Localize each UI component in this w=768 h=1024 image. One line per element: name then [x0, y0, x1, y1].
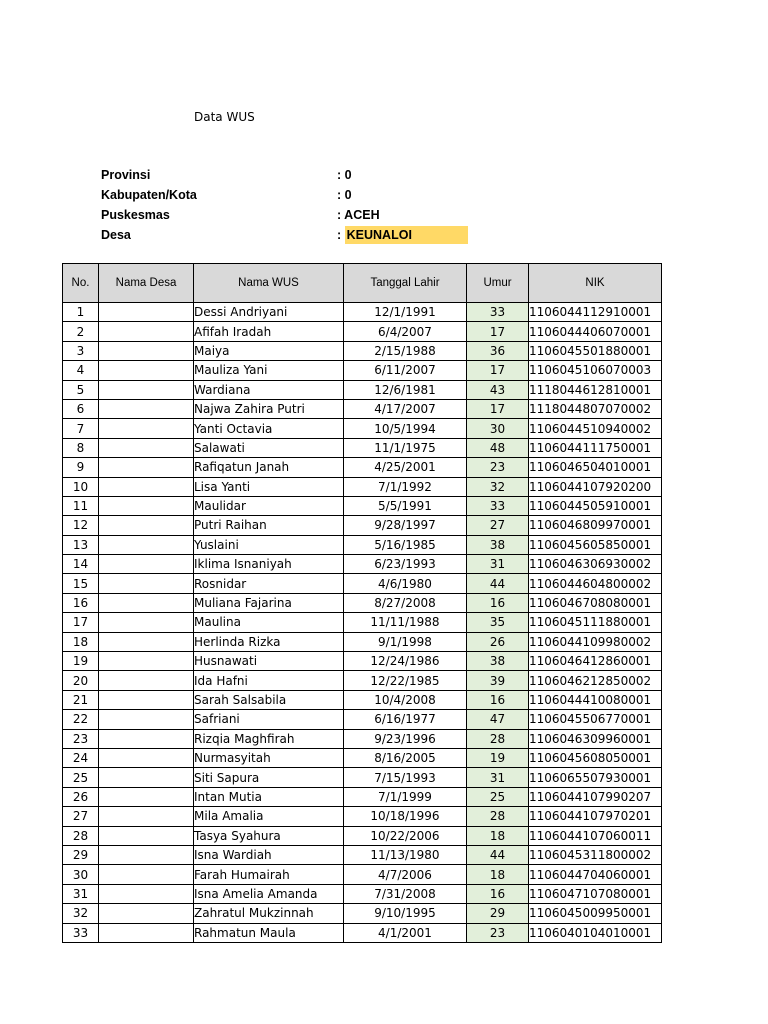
cell-nama-wus[interactable]: Isna Amelia Amanda	[194, 884, 344, 903]
cell-nama-desa[interactable]	[99, 555, 194, 574]
cell-nama-desa[interactable]	[99, 748, 194, 767]
cell-umur[interactable]: 23	[467, 458, 529, 477]
table-row	[63, 904, 662, 923]
cell-tanggal-lahir[interactable]: 7/15/1993	[344, 768, 467, 787]
cell-nama-wus[interactable]: Yuslaini	[194, 535, 344, 554]
cell-nik[interactable]: 1106045111880001	[529, 613, 662, 632]
table-row	[63, 865, 662, 884]
cell-umur[interactable]: 33	[467, 303, 529, 322]
cell-no[interactable]: 28	[63, 826, 99, 845]
table-row	[63, 729, 662, 748]
cell-nik[interactable]: 1106044604800002	[529, 574, 662, 593]
cell-tanggal-lahir[interactable]: 4/1/2001	[344, 923, 467, 942]
header-no: No.	[63, 264, 99, 303]
cell-nama-wus[interactable]: Maiya	[194, 341, 344, 360]
cell-tanggal-lahir[interactable]: 9/23/1996	[344, 729, 467, 748]
cell-no[interactable]: 33	[63, 923, 99, 942]
cell-no[interactable]: 13	[63, 535, 99, 554]
cell-no[interactable]: 14	[63, 555, 99, 574]
cell-nama-desa[interactable]	[99, 574, 194, 593]
cell-no[interactable]: 19	[63, 652, 99, 671]
cell-no[interactable]: 24	[63, 748, 99, 767]
cell-umur[interactable]: 18	[467, 826, 529, 845]
cell-tanggal-lahir[interactable]: 12/22/1985	[344, 671, 467, 690]
cell-no[interactable]: 31	[63, 884, 99, 903]
cell-nik[interactable]: 1106045009950001	[529, 904, 662, 923]
cell-umur[interactable]: 16	[467, 593, 529, 612]
cell-tanggal-lahir[interactable]: 12/6/1981	[344, 380, 467, 399]
cell-no[interactable]: 21	[63, 690, 99, 709]
cell-umur[interactable]: 31	[467, 555, 529, 574]
cell-no[interactable]: 32	[63, 904, 99, 923]
table-row	[63, 884, 662, 903]
cell-nama-wus[interactable]: Zahratul Mukzinnah	[194, 904, 344, 923]
cell-umur[interactable]: 43	[467, 380, 529, 399]
cell-umur[interactable]: 36	[467, 341, 529, 360]
cell-umur[interactable]: 44	[467, 574, 529, 593]
cell-nik[interactable]: 1106046412860001	[529, 652, 662, 671]
cell-nik[interactable]: 1106044406070001	[529, 322, 662, 341]
cell-umur[interactable]: 29	[467, 904, 529, 923]
cell-no[interactable]: 29	[63, 845, 99, 864]
info-value-provinsi: : 0	[337, 168, 352, 182]
header-umur: Umur	[467, 264, 529, 303]
cell-nik[interactable]: 1106046809970001	[529, 516, 662, 535]
cell-no[interactable]: 15	[63, 574, 99, 593]
cell-nama-wus[interactable]: Muliana Fajarina	[194, 593, 344, 612]
cell-nik[interactable]: 1106046306930002	[529, 555, 662, 574]
cell-nama-desa[interactable]	[99, 729, 194, 748]
table-row	[63, 516, 662, 535]
cell-no[interactable]: 17	[63, 613, 99, 632]
cell-tanggal-lahir[interactable]: 4/17/2007	[344, 399, 467, 418]
cell-tanggal-lahir[interactable]: 11/11/1988	[344, 613, 467, 632]
cell-umur[interactable]: 28	[467, 807, 529, 826]
cell-umur[interactable]: 39	[467, 671, 529, 690]
cell-nama-wus[interactable]: Sarah Salsabila	[194, 690, 344, 709]
cell-no[interactable]: 9	[63, 458, 99, 477]
header-tanggal-lahir: Tanggal Lahir	[344, 264, 467, 303]
cell-nik[interactable]: 1106044107990207	[529, 787, 662, 806]
cell-umur[interactable]: 48	[467, 438, 529, 457]
cell-nama-wus[interactable]: Salawati	[194, 438, 344, 457]
cell-nama-desa[interactable]	[99, 341, 194, 360]
cell-nik[interactable]: 1106044107060011	[529, 826, 662, 845]
cell-nama-desa[interactable]	[99, 865, 194, 884]
cell-no[interactable]: 4	[63, 361, 99, 380]
cell-tanggal-lahir[interactable]: 9/10/1995	[344, 904, 467, 923]
cell-umur[interactable]: 35	[467, 613, 529, 632]
cell-no[interactable]: 7	[63, 419, 99, 438]
cell-nama-wus[interactable]: Yanti Octavia	[194, 419, 344, 438]
table-row	[63, 690, 662, 709]
table-row	[63, 613, 662, 632]
cell-umur[interactable]: 25	[467, 787, 529, 806]
cell-nama-wus[interactable]: Herlinda Rizka	[194, 632, 344, 651]
cell-tanggal-lahir[interactable]: 4/6/1980	[344, 574, 467, 593]
cell-umur[interactable]: 33	[467, 496, 529, 515]
cell-umur[interactable]: 28	[467, 729, 529, 748]
cell-nik[interactable]: 1106044111750001	[529, 438, 662, 457]
table-row	[63, 748, 662, 767]
cell-umur[interactable]: 16	[467, 690, 529, 709]
cell-umur[interactable]: 31	[467, 768, 529, 787]
cell-nik[interactable]: 1106040104010001	[529, 923, 662, 942]
cell-nik[interactable]: 1106046708080001	[529, 593, 662, 612]
cell-no[interactable]: 27	[63, 807, 99, 826]
cell-no[interactable]: 8	[63, 438, 99, 457]
info-label-kabupaten: Kabupaten/Kota	[101, 188, 197, 202]
cell-nik[interactable]: 1106044109980002	[529, 632, 662, 651]
cell-nama-desa[interactable]	[99, 380, 194, 399]
cell-nama-wus[interactable]: Lisa Yanti	[194, 477, 344, 496]
cell-nama-wus[interactable]: Wardiana	[194, 380, 344, 399]
cell-no[interactable]: 20	[63, 671, 99, 690]
cell-nama-desa[interactable]	[99, 593, 194, 612]
cell-no[interactable]: 22	[63, 710, 99, 729]
cell-tanggal-lahir[interactable]: 10/18/1996	[344, 807, 467, 826]
cell-umur[interactable]: 47	[467, 710, 529, 729]
table-row	[63, 826, 662, 845]
table-row	[63, 341, 662, 360]
cell-nama-wus[interactable]: Ida Hafni	[194, 671, 344, 690]
table-row	[63, 380, 662, 399]
cell-no[interactable]: 30	[63, 865, 99, 884]
cell-nik[interactable]: 1106045605850001	[529, 535, 662, 554]
cell-umur[interactable]: 27	[467, 516, 529, 535]
cell-nama-wus[interactable]: Mauliza Yani	[194, 361, 344, 380]
cell-nama-desa[interactable]	[99, 535, 194, 554]
cell-tanggal-lahir[interactable]: 6/16/1977	[344, 710, 467, 729]
cell-no[interactable]: 12	[63, 516, 99, 535]
table-row	[63, 710, 662, 729]
cell-nik[interactable]: 1106045608050001	[529, 748, 662, 767]
cell-nama-wus[interactable]: Rizqia Maghfirah	[194, 729, 344, 748]
cell-umur[interactable]: 17	[467, 399, 529, 418]
cell-no[interactable]: 18	[63, 632, 99, 651]
table-row	[63, 322, 662, 341]
cell-no[interactable]: 6	[63, 399, 99, 418]
cell-tanggal-lahir[interactable]: 11/13/1980	[344, 845, 467, 864]
cell-tanggal-lahir[interactable]: 10/5/1994	[344, 419, 467, 438]
cell-nik[interactable]: 1106045506770001	[529, 710, 662, 729]
cell-umur[interactable]: 44	[467, 845, 529, 864]
table-row	[63, 807, 662, 826]
cell-nik[interactable]: 1106045501880001	[529, 341, 662, 360]
cell-nama-wus[interactable]: Maulidar	[194, 496, 344, 515]
cell-nama-desa[interactable]	[99, 303, 194, 322]
table-header-row	[63, 264, 662, 303]
cell-nik[interactable]: 1106046212850002	[529, 671, 662, 690]
cell-umur[interactable]: 38	[467, 535, 529, 554]
cell-no[interactable]: 2	[63, 322, 99, 341]
info-value-puskesmas: : ACEH	[337, 208, 380, 222]
cell-nama-wus[interactable]: Farah Humairah	[194, 865, 344, 884]
info-label-provinsi: Provinsi	[101, 168, 151, 182]
cell-nama-desa[interactable]	[99, 419, 194, 438]
info-value-desa-prefix: :	[337, 228, 345, 242]
cell-no[interactable]: 3	[63, 341, 99, 360]
info-value-kabupaten: : 0	[337, 188, 352, 202]
cell-nama-desa[interactable]	[99, 884, 194, 903]
table-row	[63, 458, 662, 477]
cell-umur[interactable]: 32	[467, 477, 529, 496]
table-row	[63, 419, 662, 438]
table-row	[63, 399, 662, 418]
cell-tanggal-lahir[interactable]: 5/16/1985	[344, 535, 467, 554]
cell-nik[interactable]: 1106046309960001	[529, 729, 662, 748]
cell-nama-wus[interactable]: Afifah Iradah	[194, 322, 344, 341]
cell-nama-desa[interactable]	[99, 438, 194, 457]
cell-no[interactable]: 25	[63, 768, 99, 787]
cell-umur[interactable]: 17	[467, 361, 529, 380]
desa-highlight-cell[interactable]: KEUNALOI	[345, 226, 468, 244]
cell-tanggal-lahir[interactable]: 10/22/2006	[344, 826, 467, 845]
cell-nama-desa[interactable]	[99, 787, 194, 806]
cell-nama-desa[interactable]	[99, 322, 194, 341]
cell-nama-wus[interactable]: Maulina	[194, 613, 344, 632]
info-label-desa: Desa	[101, 228, 131, 242]
cell-nama-desa[interactable]	[99, 710, 194, 729]
cell-nama-desa[interactable]	[99, 923, 194, 942]
cell-nik[interactable]: 1106065507930001	[529, 768, 662, 787]
cell-tanggal-lahir[interactable]: 9/1/1998	[344, 632, 467, 651]
table-row	[63, 574, 662, 593]
table-row	[63, 535, 662, 554]
cell-nama-wus[interactable]: Husnawati	[194, 652, 344, 671]
cell-tanggal-lahir[interactable]: 4/7/2006	[344, 865, 467, 884]
cell-nama-desa[interactable]	[99, 496, 194, 515]
header-nama-wus: Nama WUS	[194, 264, 344, 303]
cell-tanggal-lahir[interactable]: 10/4/2008	[344, 690, 467, 709]
table-row	[63, 303, 662, 322]
cell-nama-wus[interactable]: Safriani	[194, 710, 344, 729]
table-row	[63, 671, 662, 690]
cell-nama-wus[interactable]: Najwa Zahira Putri	[194, 399, 344, 418]
cell-nama-wus[interactable]: Dessi Andriyani	[194, 303, 344, 322]
table-row	[63, 555, 662, 574]
cell-no[interactable]: 10	[63, 477, 99, 496]
cell-tanggal-lahir[interactable]: 4/25/2001	[344, 458, 467, 477]
cell-nama-desa[interactable]	[99, 768, 194, 787]
cell-tanggal-lahir[interactable]: 12/24/1986	[344, 652, 467, 671]
cell-nama-desa[interactable]	[99, 826, 194, 845]
cell-umur[interactable]: 38	[467, 652, 529, 671]
cell-nama-wus[interactable]: Rafiqatun Janah	[194, 458, 344, 477]
table-row	[63, 652, 662, 671]
cell-nik[interactable]: 1106045311800002	[529, 845, 662, 864]
cell-tanggal-lahir[interactable]: 7/1/1992	[344, 477, 467, 496]
cell-nik[interactable]: 1118044807070002	[529, 399, 662, 418]
cell-nama-wus[interactable]: Putri Raihan	[194, 516, 344, 535]
cell-no[interactable]: 5	[63, 380, 99, 399]
cell-nama-desa[interactable]	[99, 613, 194, 632]
table-row	[63, 593, 662, 612]
cell-nama-wus[interactable]: Nurmasyitah	[194, 748, 344, 767]
cell-no[interactable]: 23	[63, 729, 99, 748]
table-row	[63, 845, 662, 864]
cell-tanggal-lahir[interactable]: 7/31/2008	[344, 884, 467, 903]
cell-tanggal-lahir[interactable]: 6/4/2007	[344, 322, 467, 341]
cell-umur[interactable]: 26	[467, 632, 529, 651]
table-row	[63, 787, 662, 806]
cell-nama-wus[interactable]: Iklima Isnaniyah	[194, 555, 344, 574]
cell-nik[interactable]: 1106044107970201	[529, 807, 662, 826]
cell-nik[interactable]: 1106044112910001	[529, 303, 662, 322]
cell-tanggal-lahir[interactable]: 5/5/1991	[344, 496, 467, 515]
document-title: Data WUS	[194, 110, 255, 124]
wus-table	[62, 263, 662, 943]
cell-nama-desa[interactable]	[99, 632, 194, 651]
cell-nama-desa[interactable]	[99, 690, 194, 709]
table-body	[63, 303, 662, 943]
cell-nama-desa[interactable]	[99, 845, 194, 864]
cell-nama-desa[interactable]	[99, 516, 194, 535]
header-nama-desa: Nama Desa	[99, 264, 194, 303]
table-row	[63, 768, 662, 787]
cell-umur[interactable]: 18	[467, 865, 529, 884]
cell-nik[interactable]: 1106044505910001	[529, 496, 662, 515]
cell-tanggal-lahir[interactable]: 6/11/2007	[344, 361, 467, 380]
header-nik: NIK	[529, 264, 662, 303]
cell-nama-wus[interactable]: Tasya Syahura	[194, 826, 344, 845]
cell-nik[interactable]: 1106044410080001	[529, 690, 662, 709]
cell-tanggal-lahir[interactable]: 8/16/2005	[344, 748, 467, 767]
table-row	[63, 438, 662, 457]
cell-no[interactable]: 26	[63, 787, 99, 806]
cell-tanggal-lahir[interactable]: 9/28/1997	[344, 516, 467, 535]
cell-no[interactable]: 1	[63, 303, 99, 322]
cell-umur[interactable]: 17	[467, 322, 529, 341]
cell-nama-desa[interactable]	[99, 671, 194, 690]
cell-nama-desa[interactable]	[99, 652, 194, 671]
cell-umur[interactable]: 30	[467, 419, 529, 438]
cell-nama-wus[interactable]: Mila Amalia	[194, 807, 344, 826]
cell-nama-wus[interactable]: Intan Mutia	[194, 787, 344, 806]
cell-nama-desa[interactable]	[99, 807, 194, 826]
table-row	[63, 477, 662, 496]
cell-nik[interactable]: 1106046504010001	[529, 458, 662, 477]
cell-umur[interactable]: 19	[467, 748, 529, 767]
cell-nama-wus[interactable]: Isna Wardiah	[194, 845, 344, 864]
cell-umur[interactable]: 23	[467, 923, 529, 942]
cell-nik[interactable]: 1106044704060001	[529, 865, 662, 884]
cell-no[interactable]: 11	[63, 496, 99, 515]
info-label-puskesmas: Puskesmas	[101, 208, 170, 222]
cell-umur[interactable]: 16	[467, 884, 529, 903]
cell-nik[interactable]: 1106047107080001	[529, 884, 662, 903]
table-row	[63, 923, 662, 942]
cell-nama-desa[interactable]	[99, 477, 194, 496]
cell-tanggal-lahir[interactable]: 7/1/1999	[344, 787, 467, 806]
cell-nik[interactable]: 1106045106070003	[529, 361, 662, 380]
table-row	[63, 496, 662, 515]
cell-tanggal-lahir[interactable]: 11/1/1975	[344, 438, 467, 457]
cell-no[interactable]: 16	[63, 593, 99, 612]
cell-nama-desa[interactable]	[99, 904, 194, 923]
info-value-desa	[337, 226, 468, 244]
cell-nama-wus[interactable]: Siti Sapura	[194, 768, 344, 787]
table-row	[63, 361, 662, 380]
cell-tanggal-lahir[interactable]: 8/27/2008	[344, 593, 467, 612]
cell-nama-desa[interactable]	[99, 399, 194, 418]
cell-tanggal-lahir[interactable]: 2/15/1988	[344, 341, 467, 360]
table-row	[63, 632, 662, 651]
cell-nama-desa[interactable]	[99, 361, 194, 380]
cell-nik[interactable]: 1106044510940002	[529, 419, 662, 438]
cell-nama-wus[interactable]: Rahmatun Maula	[194, 923, 344, 942]
cell-nama-wus[interactable]: Rosnidar	[194, 574, 344, 593]
cell-nama-desa[interactable]	[99, 458, 194, 477]
cell-nik[interactable]: 1106044107920200	[529, 477, 662, 496]
cell-tanggal-lahir[interactable]: 12/1/1991	[344, 303, 467, 322]
cell-nik[interactable]: 1118044612810001	[529, 380, 662, 399]
cell-tanggal-lahir[interactable]: 6/23/1993	[344, 555, 467, 574]
